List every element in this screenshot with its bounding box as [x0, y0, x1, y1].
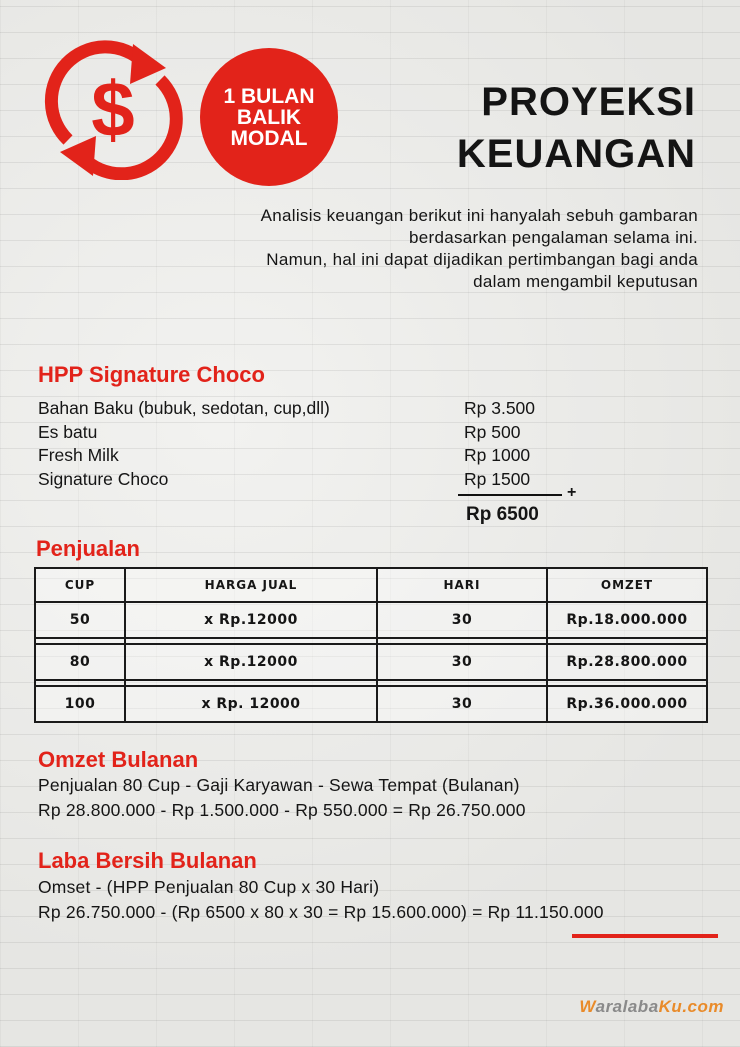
watermark-part: Ku.com — [658, 997, 724, 1016]
laba-section-title: Laba Bersih Bulanan — [38, 848, 257, 873]
cell-omzet: Rp.18.000.000 — [547, 602, 707, 638]
cell-cup: 50 — [35, 602, 125, 638]
hpp-item-value: Rp 3.500 — [464, 398, 536, 418]
title-line-1: PROYEKSI — [481, 80, 696, 124]
hpp-item-label: Fresh Milk — [38, 445, 119, 465]
cell-hari: 30 — [377, 602, 547, 638]
dollar-cycle-icon — [38, 40, 188, 180]
hpp-item-value: Rp 1500 — [464, 469, 531, 489]
hpp-item-value: Rp 1000 — [464, 445, 531, 465]
intro-paragraph — [138, 205, 698, 293]
cell-omzet: Rp.28.800.000 — [547, 644, 707, 680]
cell-hari: 30 — [377, 644, 547, 680]
table-row — [35, 644, 707, 680]
hpp-item-value: Rp 500 — [464, 422, 521, 442]
badge-line-2: BALIK — [236, 105, 302, 129]
omzet-formula-values: Rp 28.800.000 - Rp 1.500.000 - Rp 550.000 = Rp 26.750.000 — [38, 800, 526, 820]
cell-cup: 80 — [35, 644, 125, 680]
column-header: OMZET — [547, 568, 707, 602]
laba-formula-text: Omset - (HPP Penjualan 80 Cup x 30 Hari) — [38, 877, 380, 897]
svg-text:$: $ — [91, 65, 135, 153]
omzet-section-title: Omzet Bulanan — [38, 747, 199, 772]
cell-omzet: Rp.36.000.000 — [547, 686, 707, 722]
column-header: CUP — [35, 568, 125, 602]
hpp-item-label: Signature Choco — [38, 469, 169, 489]
sales-table — [34, 567, 708, 723]
hpp-total: Rp 6500 — [466, 504, 539, 525]
hpp-item-label: Es batu — [38, 422, 98, 442]
red-underline — [572, 934, 718, 938]
hpp-item-label: Bahan Baku (bubuk, sedotan, cup,dll) — [38, 398, 330, 418]
intro-line-3: Namun, hal ini dapat dijadikan pertimbangan bagi anda — [266, 250, 698, 269]
table-header-row — [35, 568, 707, 602]
plus-sign: + — [567, 484, 577, 501]
watermark-part: W — [579, 997, 596, 1016]
watermark-logo — [579, 997, 724, 1017]
intro-line-1: Analisis keuangan berikut ini hanyalah sebuh gambaran — [260, 206, 698, 225]
cell-harga: x Rp. 12000 — [125, 686, 377, 722]
sum-divider — [458, 494, 562, 496]
title-line-2: KEUANGAN — [456, 132, 696, 176]
laba-formula-values: Rp 26.750.000 - (Rp 6500 x 80 x 30 = Rp 15.600.000) = Rp 11.150.000 — [38, 902, 604, 922]
badge-line-3: MODAL — [230, 126, 308, 150]
badge-line-1: 1 BULAN — [223, 84, 315, 108]
cell-cup: 100 — [35, 686, 125, 722]
column-header: HARI — [377, 568, 547, 602]
cell-harga: x Rp.12000 — [125, 644, 377, 680]
balik-modal-badge — [200, 48, 338, 186]
hpp-section-title: HPP Signature Choco — [38, 362, 265, 387]
intro-line-2: berdasarkan pengalaman selama ini. — [409, 228, 698, 247]
cell-hari: 30 — [377, 686, 547, 722]
watermark-part: aralaba — [595, 997, 659, 1016]
intro-line-4: dalam mengambil keputusan — [473, 272, 698, 291]
omzet-formula-text: Penjualan 80 Cup - Gaji Karyawan - Sewa Tempat (Bulanan) — [38, 775, 520, 795]
column-header: HARGA JUAL — [125, 568, 377, 602]
table-row — [35, 686, 707, 722]
cell-harga: x Rp.12000 — [125, 602, 377, 638]
table-row — [35, 602, 707, 638]
page-title — [457, 76, 696, 180]
penjualan-section-title: Penjualan — [36, 536, 140, 561]
